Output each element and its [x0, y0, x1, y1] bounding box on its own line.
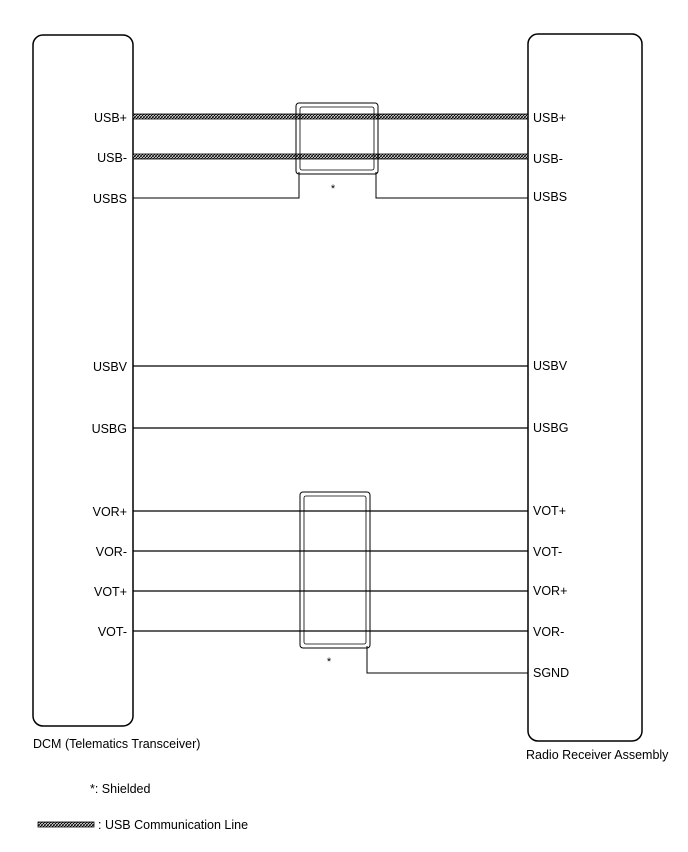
usb-minus-communication-line — [133, 154, 528, 159]
radio-pin-vor-plus: VOR+ — [533, 584, 568, 598]
dcm-pin-vor-minus: VOR- — [95, 545, 127, 559]
lower-shield-mark: * — [326, 656, 332, 668]
dcm-component-box — [33, 35, 133, 726]
radio-pin-vot-plus: VOT+ — [533, 504, 566, 518]
usbs-wire-right — [376, 172, 528, 198]
dcm-pin-usbv: USBV — [92, 360, 127, 374]
radio-pin-sgnd: SGND — [533, 666, 570, 680]
dcm-pin-vot-minus: VOT- — [97, 625, 127, 639]
usb-plus-communication-line — [133, 114, 528, 119]
radio-receiver-component-name: Radio Receiver Assembly — [526, 748, 669, 762]
legend-usb-line-swatch — [38, 822, 94, 827]
radio-pin-vot-minus: VOT- — [533, 545, 563, 559]
dcm-pin-usbg: USBG — [91, 422, 127, 436]
radio-pin-usb-minus: USB- — [533, 152, 563, 166]
usbs-wire-left — [133, 172, 299, 198]
dcm-pin-usb-plus: USB+ — [93, 111, 127, 125]
dcm-pin-usbs: USBS — [92, 192, 127, 206]
radio-pin-usbv: USBV — [533, 359, 568, 373]
radio-pin-usbs: USBS — [533, 190, 568, 204]
dcm-pin-vor-plus: VOR+ — [92, 505, 127, 519]
legend-usb-line-label: : USB Communication Line — [98, 818, 249, 832]
dcm-pin-usb-minus: USB- — [97, 151, 127, 165]
radio-pin-usbg: USBG — [533, 421, 569, 435]
upper-shield-mark: * — [330, 183, 336, 195]
lower-shield — [300, 492, 370, 648]
radio-pin-vor-minus: VOR- — [533, 625, 565, 639]
dcm-pin-vot-plus: VOT+ — [94, 585, 127, 599]
sgnd-wire — [367, 646, 528, 673]
dcm-component-name: DCM (Telematics Transceiver) — [33, 737, 201, 751]
legend-shielded: *: Shielded — [90, 782, 151, 796]
radio-pin-usb-plus: USB+ — [533, 111, 567, 125]
